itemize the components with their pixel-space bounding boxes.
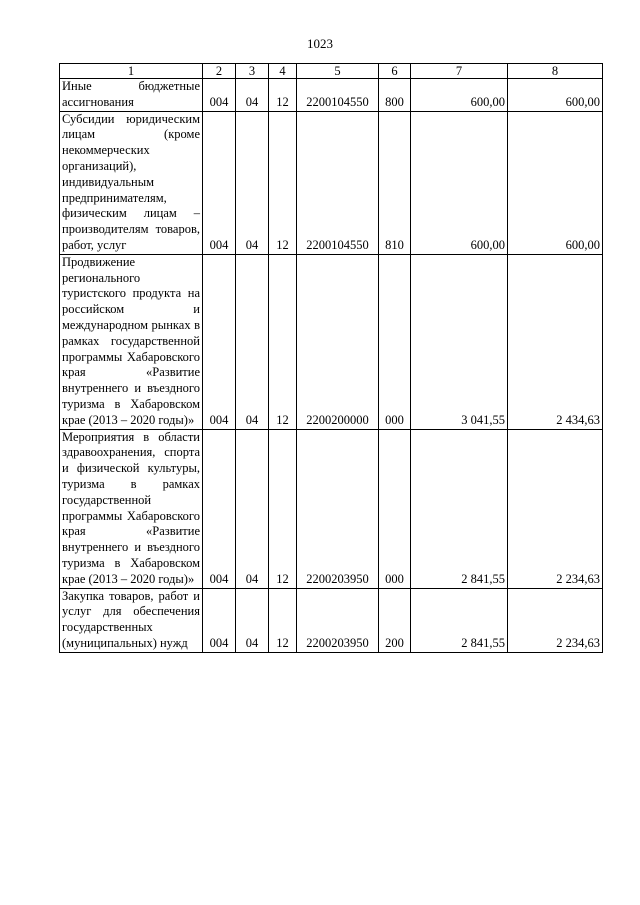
amount-first: 2 841,55	[411, 429, 508, 588]
budget-table	[59, 63, 603, 653]
header-cell: 4	[269, 64, 297, 79]
header-cell: 6	[379, 64, 411, 79]
amount-second: 2 234,63	[508, 588, 603, 652]
amount-first: 2 841,55	[411, 588, 508, 652]
row-name: Мероприятия в области здравоохранения, спорта и физической культуры, туризма в рамках государственной программы Хабаровского края «Развитие внутреннего и въездного туризма в Хабаровском крае (2013 – 2020 годы)»	[60, 429, 203, 588]
section-code: 04	[236, 429, 269, 588]
expense-type: 000	[379, 254, 411, 429]
amount-second: 2 234,63	[508, 429, 603, 588]
row-name: Субсидии юридическим лицам (кроме некоммерческих организаций), индивидуальным предпринимателям, физическим лицам – производителям товаров, работ, услуг	[60, 111, 203, 254]
table-row	[60, 79, 603, 112]
target-article: 2200104550	[297, 111, 379, 254]
amount-second: 600,00	[508, 111, 603, 254]
ministry-code: 004	[203, 111, 236, 254]
subsection-code: 12	[269, 588, 297, 652]
header-row	[60, 64, 603, 79]
amount-first: 3 041,55	[411, 254, 508, 429]
ministry-code: 004	[203, 79, 236, 112]
header-cell: 2	[203, 64, 236, 79]
table-row	[60, 429, 603, 588]
subsection-code: 12	[269, 79, 297, 112]
ministry-code: 004	[203, 254, 236, 429]
target-article: 2200203950	[297, 429, 379, 588]
amount-first: 600,00	[411, 111, 508, 254]
table-row	[60, 111, 603, 254]
expense-type: 000	[379, 429, 411, 588]
section-code: 04	[236, 111, 269, 254]
section-code: 04	[236, 79, 269, 112]
ministry-code: 004	[203, 588, 236, 652]
amount-second: 600,00	[508, 79, 603, 112]
table-row	[60, 588, 603, 652]
target-article: 2200200000	[297, 254, 379, 429]
row-name: Иные бюджетные ассигнования	[60, 79, 203, 112]
expense-type: 800	[379, 79, 411, 112]
row-name: Продвижение регионального туристского продукта на российском и международном рынках в рамках государственной программы Хабаровского края «Развитие внутреннего и въездного туризма в Хабаровском крае (2013 – 2020 годы)»	[60, 254, 203, 429]
header-cell: 8	[508, 64, 603, 79]
amount-second: 2 434,63	[508, 254, 603, 429]
row-name: Закупка товаров, работ и услуг для обеспечения государственных (муниципальных) нужд	[60, 588, 203, 652]
target-article: 2200203950	[297, 588, 379, 652]
header-cell: 1	[60, 64, 203, 79]
section-code: 04	[236, 254, 269, 429]
expense-type: 200	[379, 588, 411, 652]
subsection-code: 12	[269, 429, 297, 588]
header-cell: 7	[411, 64, 508, 79]
subsection-code: 12	[269, 254, 297, 429]
table-row	[60, 254, 603, 429]
page-number: 1023	[307, 36, 333, 51]
header-cell: 3	[236, 64, 269, 79]
expense-type: 810	[379, 111, 411, 254]
target-article: 2200104550	[297, 79, 379, 112]
subsection-code: 12	[269, 111, 297, 254]
section-code: 04	[236, 588, 269, 652]
header-cell: 5	[297, 64, 379, 79]
ministry-code: 004	[203, 429, 236, 588]
amount-first: 600,00	[411, 79, 508, 112]
